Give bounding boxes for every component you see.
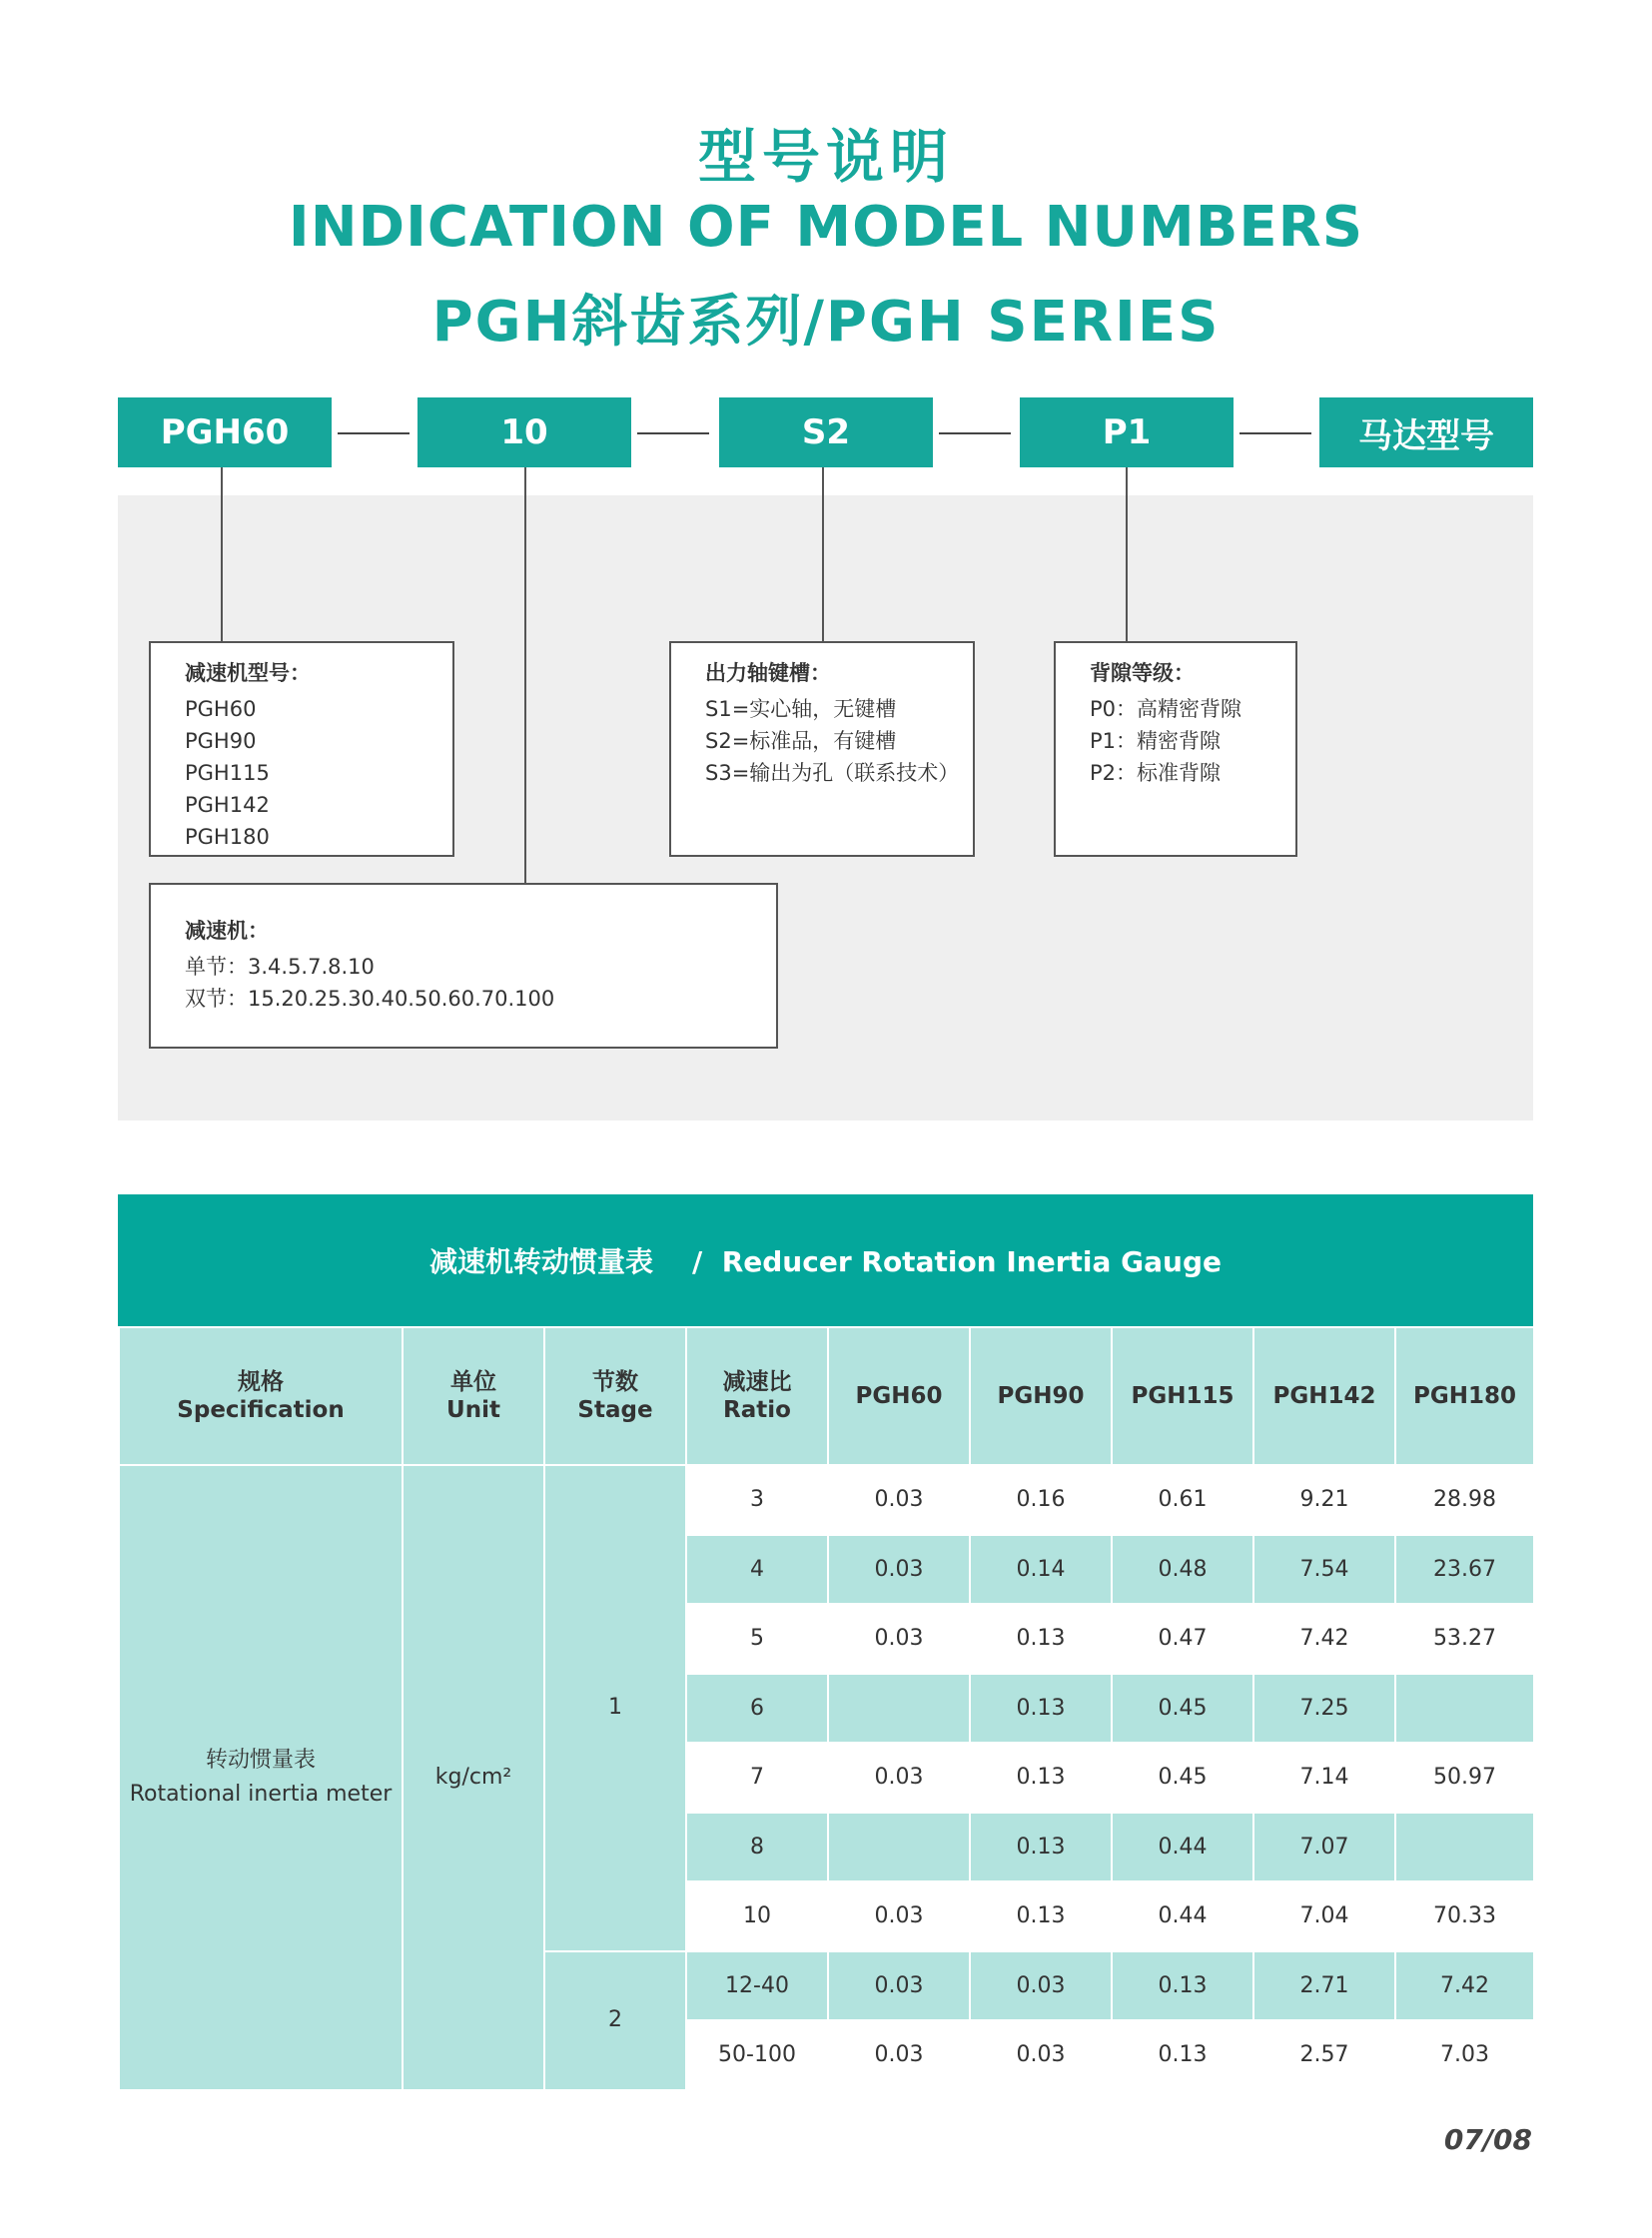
shaft-box-line: S2=标准品，有键槽	[705, 729, 897, 753]
reducer-box-line: 单节：3.4.5.7.8.10	[185, 955, 375, 979]
header-ratio	[686, 1327, 828, 1465]
value-cell: 7.04	[1253, 1881, 1395, 1951]
value-cell: 0.13	[970, 1674, 1112, 1744]
value-cell: 7.03	[1395, 2020, 1534, 2090]
shaft-box-line: S3=输出为孔（联系技术）	[705, 761, 960, 785]
value-cell: 0.13	[1112, 1951, 1253, 2021]
value-cell: 0.16	[970, 1465, 1112, 1535]
value-cell	[1395, 1813, 1534, 1882]
backlash-description-box	[1054, 641, 1297, 857]
header-spec-en: Specification	[177, 1397, 345, 1423]
table-header-row	[119, 1327, 1534, 1465]
value-cell: 0.03	[828, 1535, 970, 1605]
value-cell: 28.98	[1395, 1465, 1534, 1535]
value-cell: 0.03	[828, 1743, 970, 1813]
ratio-cell: 4	[686, 1535, 828, 1605]
value-cell: 7.42	[1395, 1951, 1534, 2021]
value-cell: 53.27	[1395, 1604, 1534, 1674]
code-connector	[1239, 432, 1311, 434]
header-model: PGH180	[1395, 1327, 1534, 1465]
value-cell: 0.45	[1112, 1743, 1253, 1813]
value-cell: 0.13	[970, 1604, 1112, 1674]
table-row	[119, 1465, 1534, 1535]
leader-line-ratio	[524, 467, 526, 883]
spec-cell	[119, 1465, 403, 2090]
code-motor: 马达型号	[1319, 397, 1533, 467]
value-cell: 0.03	[970, 1951, 1112, 2021]
model-box-line: PGH180	[185, 825, 270, 849]
shaft-box-line: S1=实心轴，无键槽	[705, 697, 897, 721]
value-cell: 2.57	[1253, 2020, 1395, 2090]
code-model: PGH60	[118, 397, 332, 467]
page-number: 07/08	[1443, 2123, 1532, 2156]
model-box-line: PGH115	[185, 761, 270, 785]
value-cell: 0.47	[1112, 1604, 1253, 1674]
stage-cell: 1	[544, 1465, 686, 1951]
backlash-box-line: P0：高精密背隙	[1090, 697, 1242, 721]
value-cell: 7.14	[1253, 1743, 1395, 1813]
value-cell: 0.03	[828, 1604, 970, 1674]
table-title: 减速机转动惯量表 / Reducer Rotation Inertia Gauge	[118, 1194, 1533, 1326]
value-cell: 0.03	[828, 1951, 970, 2021]
reducer-box-heading: 减速机：	[185, 919, 269, 943]
header-stage-en: Stage	[577, 1397, 653, 1423]
ratio-cell: 5	[686, 1604, 828, 1674]
value-cell	[828, 1813, 970, 1882]
backlash-box-heading: 背隙等级：	[1090, 661, 1195, 685]
reducer-box-line: 双节：15.20.25.30.40.50.60.70.100	[185, 987, 555, 1011]
code-ratio: 10	[417, 397, 631, 467]
header-stage-cn: 节数	[592, 1369, 638, 1395]
header-unit	[403, 1327, 544, 1465]
model-description-box	[149, 641, 454, 857]
ratio-cell: 12-40	[686, 1951, 828, 2021]
value-cell: 0.13	[1112, 2020, 1253, 2090]
unit-cell: kg/cm²	[403, 1465, 544, 2090]
backlash-box-line: P2：标准背隙	[1090, 761, 1222, 785]
page-title-cn: 型号说明	[697, 123, 954, 191]
page-title-en: INDICATION OF MODEL NUMBERS	[288, 195, 1364, 260]
model-box-heading: 减速机型号：	[185, 661, 311, 685]
inertia-data-table	[118, 1326, 1535, 2091]
ratio-cell: 8	[686, 1813, 828, 1882]
ratio-cell: 7	[686, 1743, 828, 1813]
value-cell: 0.13	[970, 1813, 1112, 1882]
series-title: PGH斜齿系列/PGH SERIES	[431, 290, 1221, 355]
ratio-cell: 3	[686, 1465, 828, 1535]
ratio-cell: 50-100	[686, 2020, 828, 2090]
value-cell	[1395, 1674, 1534, 1744]
value-cell: 0.48	[1112, 1535, 1253, 1605]
value-cell: 7.54	[1253, 1535, 1395, 1605]
leader-line-backlash	[1126, 467, 1128, 643]
value-cell: 0.13	[970, 1743, 1112, 1813]
value-cell: 0.03	[970, 2020, 1112, 2090]
value-cell: 0.03	[828, 2020, 970, 2090]
leader-line-shaft	[822, 467, 824, 643]
value-cell: 0.03	[828, 1881, 970, 1951]
header-ratio-cn: 减速比	[722, 1369, 792, 1395]
code-connector	[939, 432, 1011, 434]
backlash-box-line: P1：精密背隙	[1090, 729, 1222, 753]
value-cell: 50.97	[1395, 1743, 1534, 1813]
value-cell: 7.42	[1253, 1604, 1395, 1674]
model-box-line: PGH142	[185, 793, 270, 817]
model-box-line: PGH60	[185, 697, 257, 721]
model-box-line: PGH90	[185, 729, 257, 753]
spec-cn: 转动惯量表	[205, 1747, 316, 1773]
value-cell: 0.13	[970, 1881, 1112, 1951]
header-model: PGH60	[828, 1327, 970, 1465]
leader-line-model	[221, 467, 223, 643]
value-cell: 9.21	[1253, 1465, 1395, 1535]
shaft-box-heading: 出力轴键槽：	[705, 661, 831, 685]
value-cell: 7.25	[1253, 1674, 1395, 1744]
header-spec-cn: 规格	[238, 1369, 284, 1395]
header-model: PGH90	[970, 1327, 1112, 1465]
inertia-table	[118, 1194, 1533, 2091]
spec-en: Rotational inertia meter	[129, 1781, 393, 1807]
value-cell: 2.71	[1253, 1951, 1395, 2021]
header-model: PGH115	[1112, 1327, 1253, 1465]
stage-cell: 2	[544, 1951, 686, 2090]
value-cell: 70.33	[1395, 1881, 1534, 1951]
header-spec	[119, 1327, 403, 1465]
header-unit-en: Unit	[446, 1397, 500, 1423]
shaft-description-box	[669, 641, 975, 857]
code-shaft: S2	[719, 397, 933, 467]
value-cell: 0.03	[828, 1465, 970, 1535]
reducer-description-box	[149, 883, 778, 1049]
value-cell: 7.07	[1253, 1813, 1395, 1882]
header-ratio-en: Ratio	[723, 1397, 791, 1423]
value-cell: 0.45	[1112, 1674, 1253, 1744]
value-cell: 0.44	[1112, 1881, 1253, 1951]
value-cell: 0.44	[1112, 1813, 1253, 1882]
code-backlash: P1	[1020, 397, 1234, 467]
ratio-cell: 6	[686, 1674, 828, 1744]
code-connector	[338, 432, 410, 434]
code-connector	[637, 432, 709, 434]
value-cell: 0.61	[1112, 1465, 1253, 1535]
header-model: PGH142	[1253, 1327, 1395, 1465]
value-cell: 0.14	[970, 1535, 1112, 1605]
header-stage	[544, 1327, 686, 1465]
value-cell: 23.67	[1395, 1535, 1534, 1605]
header-unit-cn: 单位	[450, 1369, 496, 1395]
value-cell	[828, 1674, 970, 1744]
ratio-cell: 10	[686, 1881, 828, 1951]
